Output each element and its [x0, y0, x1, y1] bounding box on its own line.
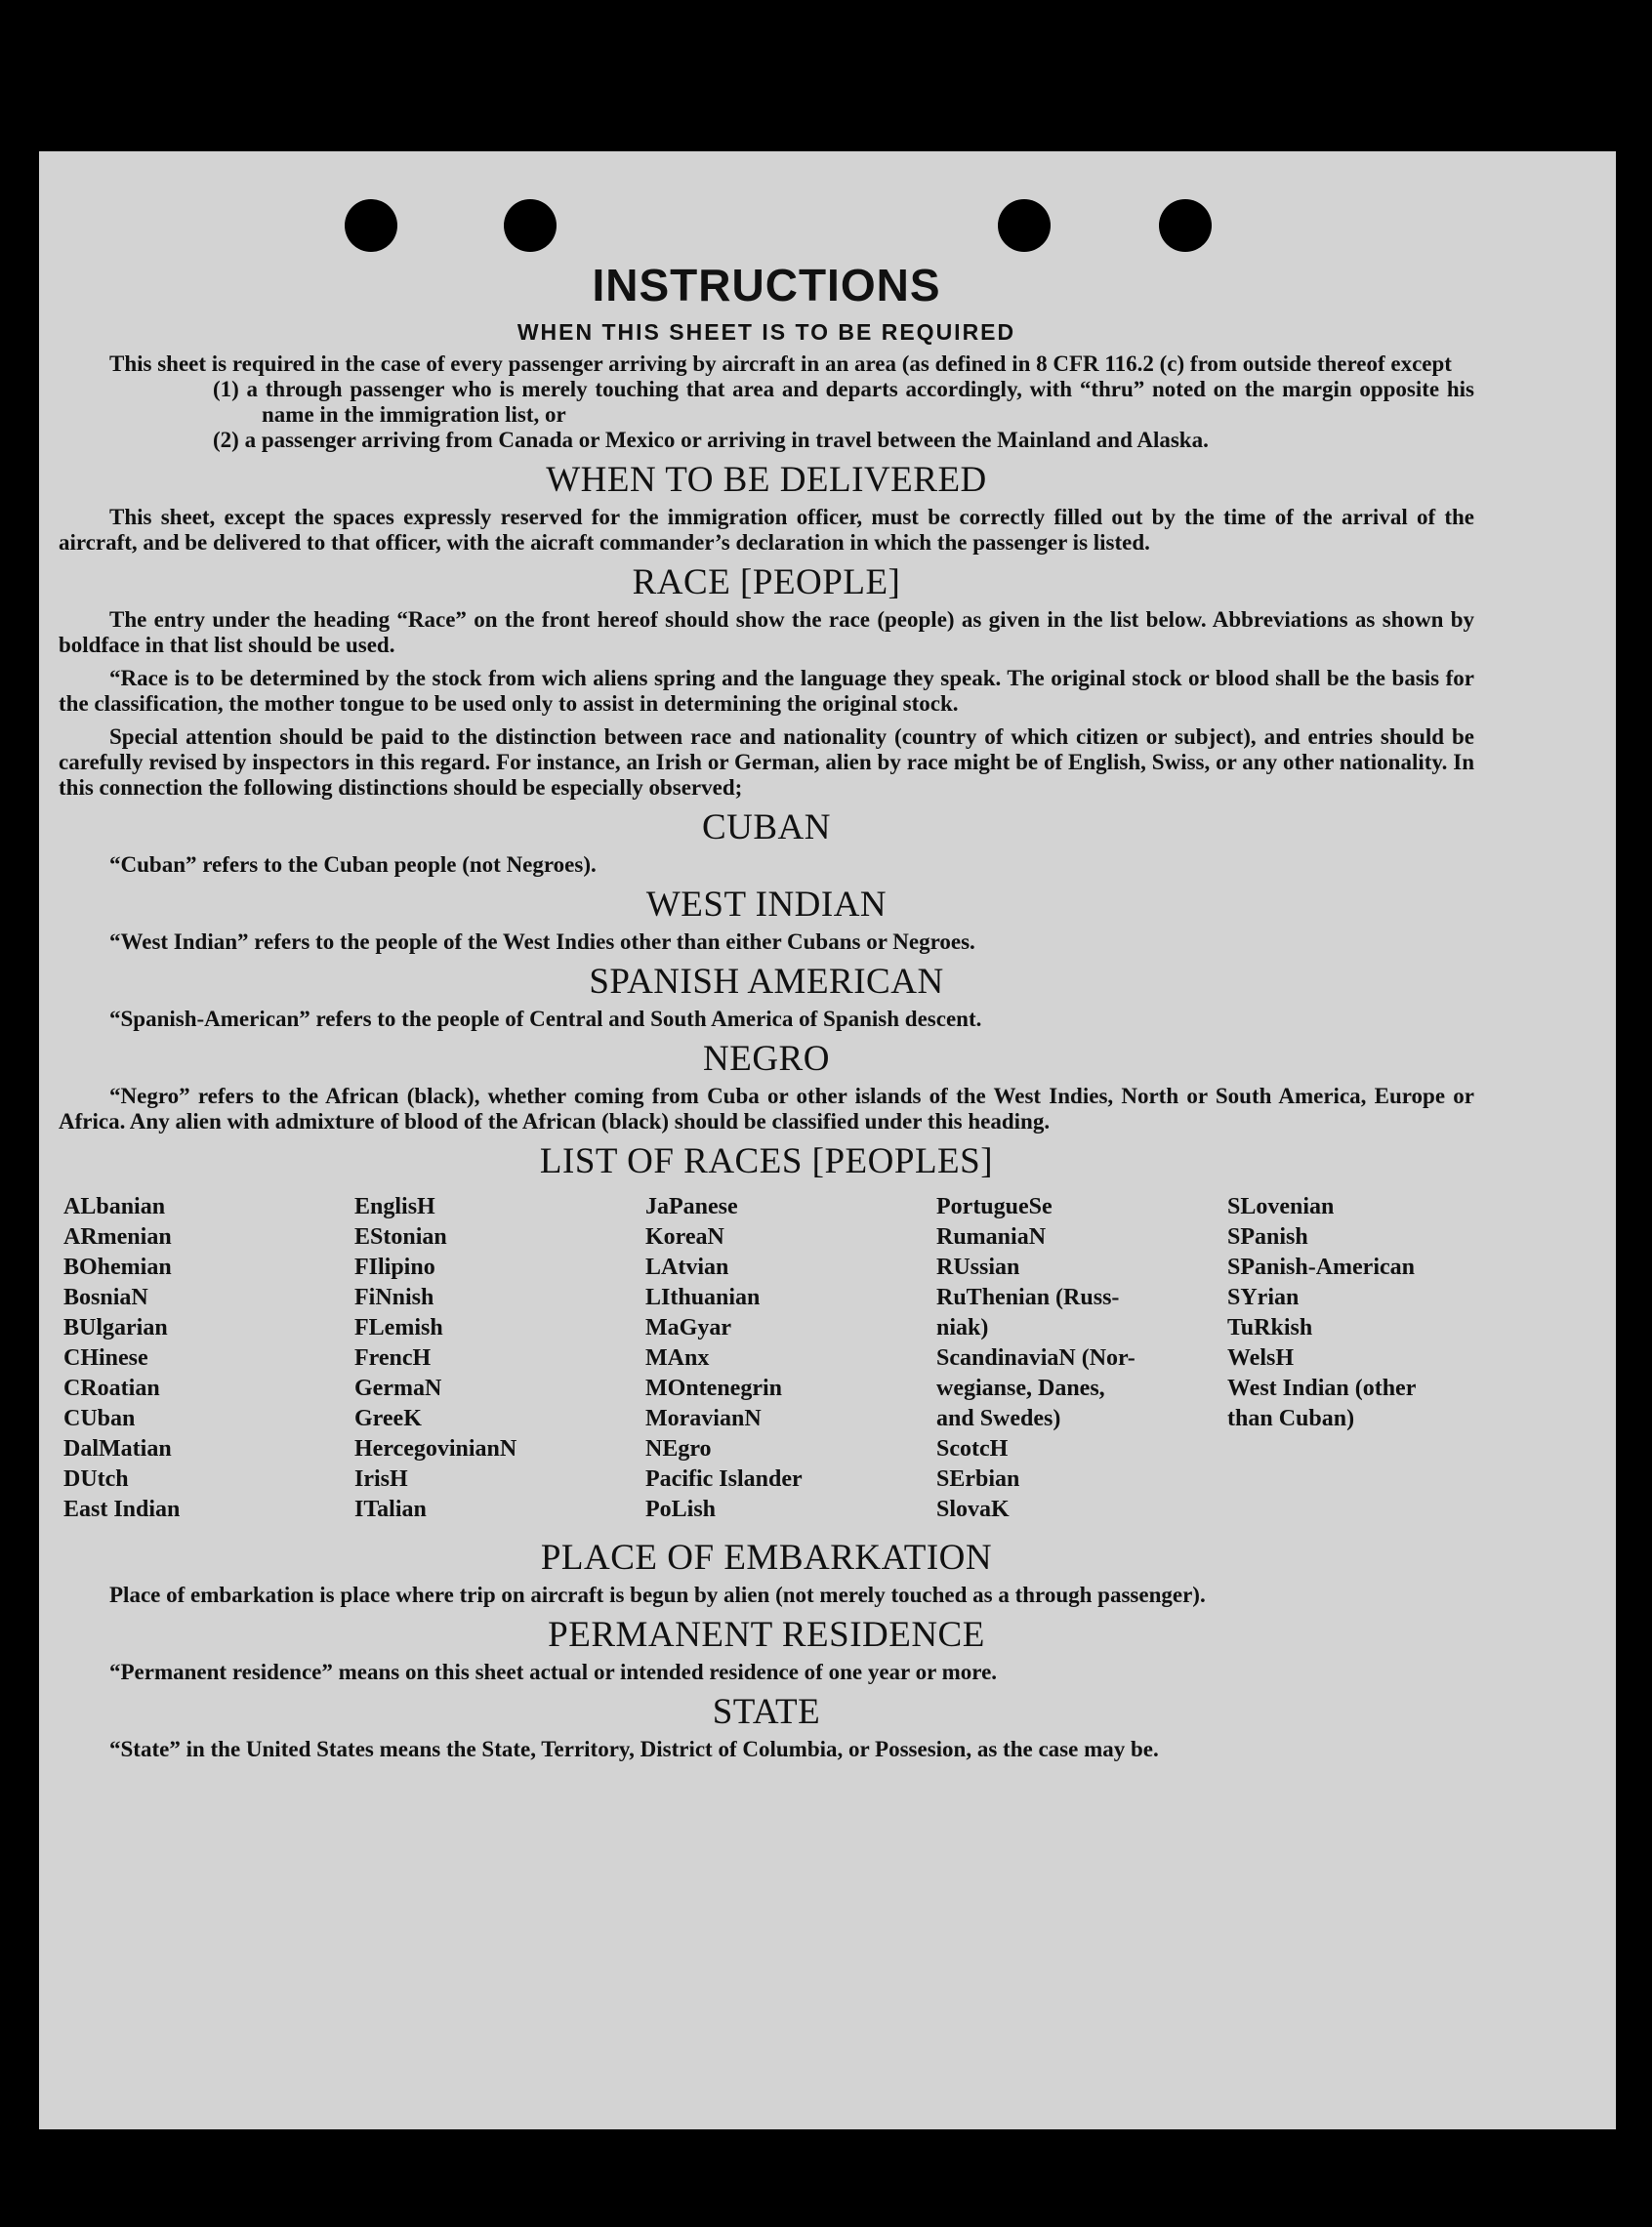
- race-entry: ScandinaviaN (Nor- wegianse, Danes, and Swedes): [936, 1345, 1136, 1431]
- race-entry: FiNnish: [354, 1285, 434, 1310]
- race-paragraph-1: The entry under the heading “Race” on the front hereof should show the race (people) as given in the list below. Abbreviations as shown by boldface in that list should be used.: [59, 607, 1474, 657]
- race-entry: MaGyar: [645, 1315, 731, 1340]
- race-entry: FrencH: [354, 1345, 432, 1371]
- race-entry: FLemish: [354, 1315, 443, 1340]
- races-list: [63, 1192, 1474, 1525]
- page-title: INSTRUCTIONS: [592, 260, 941, 310]
- race-entry: CUban: [63, 1406, 136, 1431]
- race-entry: SYrian: [1227, 1285, 1300, 1310]
- punch-hole: [504, 199, 557, 252]
- race-column: [645, 1192, 936, 1525]
- race-entry: East Indian: [63, 1497, 181, 1522]
- west-indian-text: “West Indian” refers to the people of the West Indies other than either Cubans or Negroes.: [109, 929, 975, 954]
- residence-text: “Permanent residence” means on this sheet actual or intended residence of one year or more.: [109, 1660, 998, 1684]
- race-entry: GermaN: [354, 1376, 442, 1401]
- race-entry: SPanish: [1227, 1224, 1308, 1250]
- spanish-american-text: “Spanish-American” refers to the people of Central and South America of Spanish descent.: [109, 1007, 982, 1031]
- race-entry: KoreaN: [645, 1224, 724, 1250]
- cuban-text: “Cuban” refers to the Cuban people (not Negroes).: [109, 852, 597, 877]
- punch-hole: [345, 199, 397, 252]
- race-entry: ITalian: [354, 1497, 427, 1522]
- race-paragraph-3: Special attention should be paid to the distinction between race and nationality (country of which citizen or subject), and entries should be carefully revised by inspectors in this regard. For instance, an Irish or German, alien by race might be of English, Swiss, or any other nationality. In this connection the following distinctions should be especially observed;: [59, 724, 1474, 800]
- section-heading-list-of-races: LIST OF RACES [PEOPLES]: [539, 1141, 994, 1181]
- race-entry: ALbanian: [63, 1194, 166, 1219]
- race-entry: DalMatian: [63, 1436, 172, 1462]
- race-entry: WelsH: [1227, 1345, 1295, 1371]
- section-heading-west-indian: WEST INDIAN: [645, 885, 888, 925]
- race-entry: SLovenian: [1227, 1194, 1335, 1219]
- punch-hole: [998, 199, 1051, 252]
- race-entry: ARmenian: [63, 1224, 172, 1250]
- document-sheet: [39, 151, 1616, 2129]
- race-entry: JaPanese: [645, 1194, 738, 1219]
- race-entry: IrisH: [354, 1466, 408, 1492]
- race-entry: LIthuanian: [645, 1285, 761, 1310]
- race-entry: PortugueSe: [936, 1194, 1053, 1219]
- race-entry: CHinese: [63, 1345, 148, 1371]
- exception-item: (1) a through passenger who is merely touching that area and departs accordingly, with “thru” noted on the margin opposite his name in the immigration list, or: [213, 377, 1474, 427]
- race-entry: SlovaK: [936, 1497, 1010, 1522]
- race-entry: ScotcH: [936, 1436, 1009, 1462]
- race-entry: CRoatian: [63, 1376, 160, 1401]
- race-entry: MAnx: [645, 1345, 710, 1371]
- race-column: [354, 1192, 645, 1525]
- race-entry: GreeK: [354, 1406, 422, 1431]
- race-entry: EnglisH: [354, 1194, 435, 1219]
- negro-text: “Negro” refers to the African (black), whether coming from Cuba or other islands of the West Indies, North or South America, Europe or Africa. Any alien with admixture of blood of the African (black) should be classified under this heading.: [59, 1084, 1474, 1134]
- section-heading-spanish-american: SPANISH AMERICAN: [589, 962, 944, 1002]
- section-heading-delivered: WHEN TO BE DELIVERED: [546, 460, 987, 500]
- instructions-content: [59, 259, 1474, 1762]
- required-intro: This sheet is required in the case of every passenger arriving by aircraft in an area (as defined in 8 CFR 116.2 (c) from outside thereof except: [109, 351, 1452, 376]
- page-subtitle: WHEN THIS SHEET IS TO BE REQUIRED: [516, 319, 1016, 345]
- race-entry: RumaniaN: [936, 1224, 1047, 1250]
- race-paragraph-2: “Race is to be determined by the stock from wich aliens spring and the language they speak. The original stock or blood shall be the basis for the classification, the mother tongue to be used only to assist in determining the original stock.: [59, 666, 1474, 716]
- section-heading-residence: PERMANENT RESIDENCE: [548, 1615, 985, 1655]
- section-heading-embarkation: PLACE OF EMBARKATION: [540, 1538, 993, 1578]
- race-entry: RuThenian (Russ- niak): [936, 1285, 1120, 1340]
- race-entry: SErbian: [936, 1466, 1020, 1492]
- race-entry: NEgro: [645, 1436, 712, 1462]
- race-entry: TuRkish: [1227, 1315, 1313, 1340]
- race-entry: BOhemian: [63, 1255, 172, 1280]
- delivered-text: This sheet, except the spaces expressly reserved for the immigration officer, must be correctly filled out by the time of the arrival of the aircraft, and be delivered to that officer, with the aicraft commander’s declaration in which the passenger is listed.: [59, 505, 1474, 555]
- race-entry: BosniaN: [63, 1285, 148, 1310]
- race-entry: EStonian: [354, 1224, 447, 1250]
- race-entry: FIlipino: [354, 1255, 435, 1280]
- race-column: [63, 1192, 354, 1525]
- exception-item: (2) a passenger arriving from Canada or Mexico or arriving in travel between the Mainland and Alaska.: [213, 428, 1209, 452]
- race-entry: Pacific Islander: [645, 1466, 803, 1492]
- race-column: [936, 1192, 1227, 1525]
- section-heading-negro: NEGRO: [703, 1039, 830, 1079]
- race-entry: West Indian (other than Cuban): [1227, 1376, 1417, 1431]
- section-heading-state: STATE: [712, 1692, 821, 1732]
- section-heading-cuban: CUBAN: [701, 807, 832, 847]
- state-text: “State” in the United States means the State, Territory, District of Columbia, or Possesion, as the case may be.: [109, 1737, 1159, 1761]
- race-entry: HercegovinianN: [354, 1436, 517, 1462]
- section-heading-race: RACE [PEOPLE]: [632, 562, 901, 602]
- race-entry: MoravianN: [645, 1406, 762, 1431]
- punch-hole: [1159, 199, 1212, 252]
- race-entry: LAtvian: [645, 1255, 729, 1280]
- race-entry: DUtch: [63, 1466, 129, 1492]
- race-entry: RUssian: [936, 1255, 1020, 1280]
- race-entry: BUlgarian: [63, 1315, 168, 1340]
- race-entry: MOntenegrin: [645, 1376, 782, 1401]
- race-entry: SPanish-American: [1227, 1255, 1415, 1280]
- embarkation-text: Place of embarkation is place where trip on aircraft is begun by alien (not merely touched as a through passenger).: [109, 1583, 1206, 1607]
- race-entry: PoLish: [645, 1497, 717, 1522]
- race-column: [1227, 1192, 1479, 1525]
